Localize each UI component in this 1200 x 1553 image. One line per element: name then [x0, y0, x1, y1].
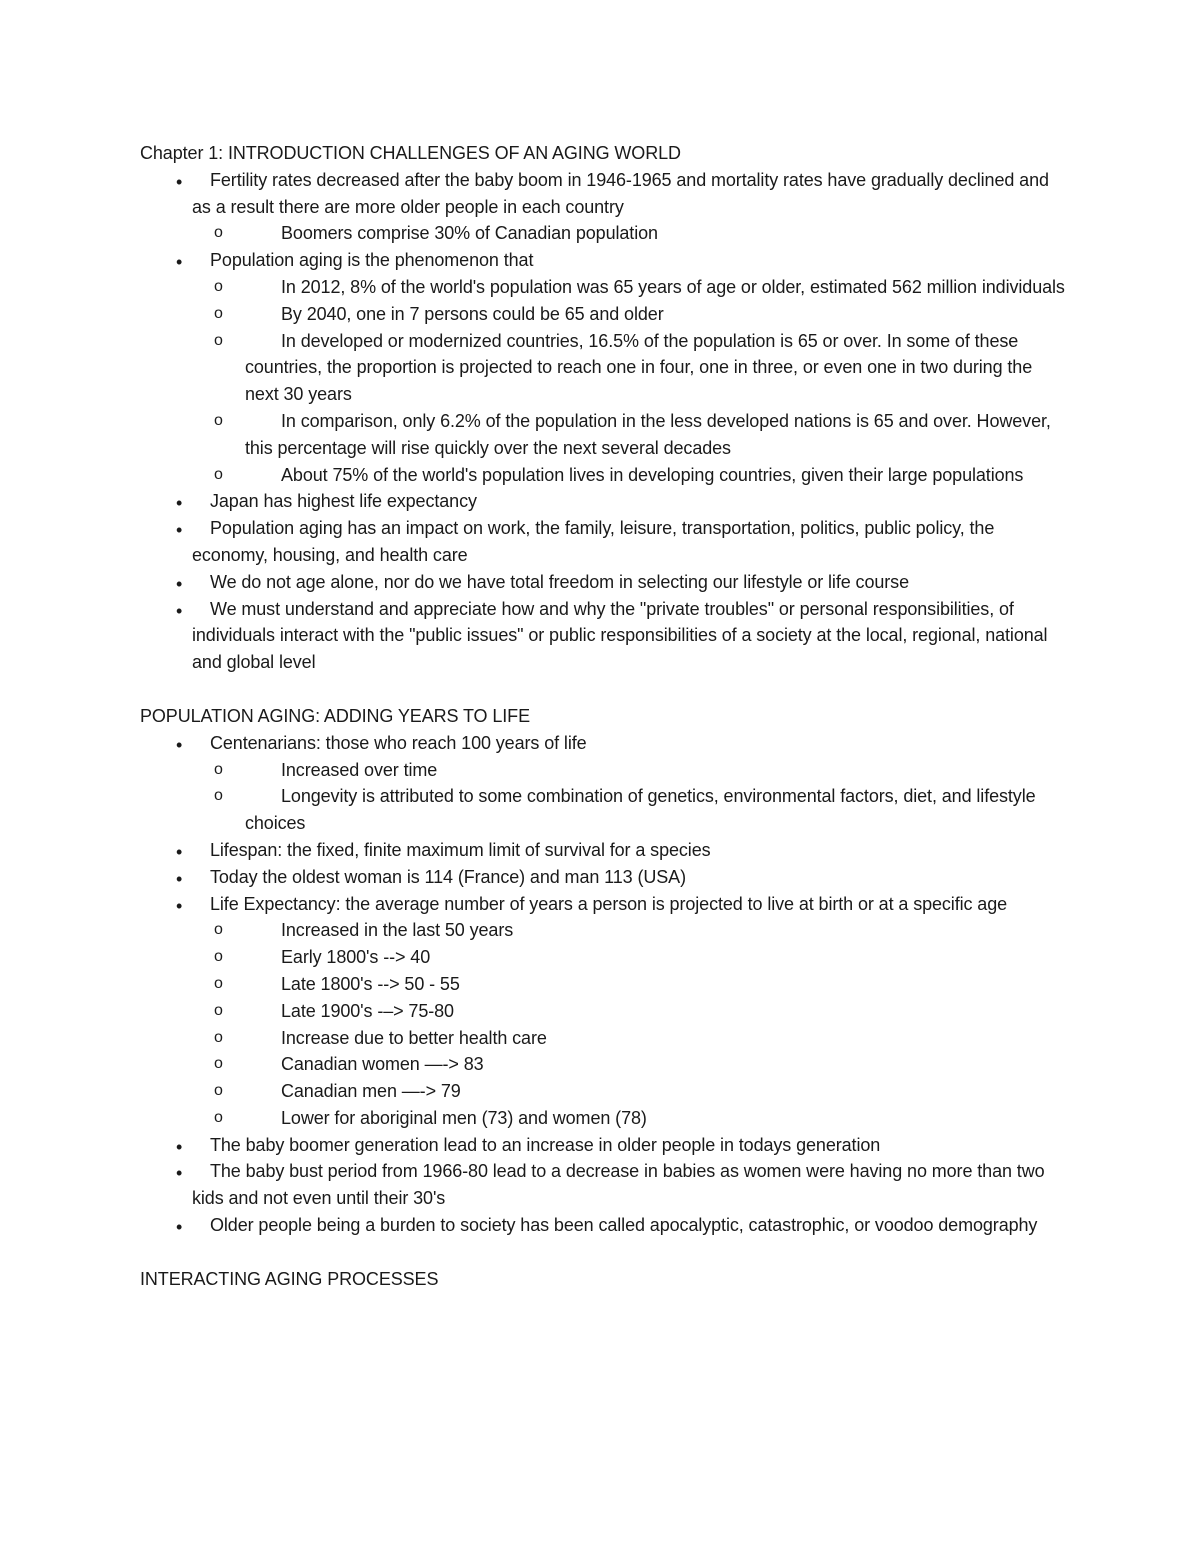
bullet-item	[140, 247, 1070, 274]
document-page	[140, 140, 1070, 1293]
sub-bullet-item	[140, 220, 1070, 247]
bullet-item	[140, 1132, 1070, 1159]
sub-bullet-icon: o	[214, 224, 223, 242]
bullet-icon: •	[176, 841, 183, 862]
bullet-icon: •	[176, 868, 183, 889]
item-text: Today the oldest woman is 114 (France) and man 113 (USA)	[210, 866, 686, 887]
sub-bullet-icon: o	[214, 465, 223, 483]
sub-bullet-icon: o	[214, 277, 223, 295]
item-text: Late 1900's -–> 75-80	[281, 1000, 454, 1021]
item-text: Increased over time	[281, 759, 438, 780]
item-text: Older people being a burden to society has been called apocalyptic, catastrophic, or voodoo demography	[210, 1215, 1038, 1236]
bullet-item	[140, 488, 1070, 515]
item-text: By 2040, one in 7 persons could be 65 and older	[281, 303, 664, 324]
section-heading: Chapter 1: INTRODUCTION CHALLENGES OF AN AGING WORLD	[140, 143, 681, 163]
sub-bullet-icon: o	[214, 974, 223, 992]
sub-bullet-item	[140, 408, 1070, 462]
bullet-item	[140, 891, 1070, 918]
bullet-icon: •	[176, 1136, 183, 1157]
sub-bullet-item	[140, 1025, 1070, 1052]
item-text: Population aging is the phenomenon that	[210, 250, 534, 271]
sub-bullet-item	[140, 783, 1070, 837]
sub-bullet-icon: o	[214, 1082, 223, 1100]
bullet-icon: •	[176, 734, 183, 755]
sub-bullet-item	[140, 274, 1070, 301]
bullet-item	[140, 515, 1070, 569]
item-text: Lifespan: the fixed, finite maximum limit of survival for a species	[210, 839, 711, 860]
item-text: Longevity is attributed to some combination of genetics, environmental factors, diet, and lifestyle choices	[245, 786, 1036, 834]
section-gap	[140, 1239, 1070, 1266]
sub-bullet-item	[140, 757, 1070, 784]
sub-bullet-icon: o	[214, 1108, 223, 1126]
sub-bullet-item	[140, 998, 1070, 1025]
item-text: The baby bust period from 1966-80 lead to a decrease in babies as women were having no more than two kids and not even until their 30's	[192, 1161, 1045, 1209]
item-text: Early 1800's --> 40	[281, 947, 431, 968]
bullet-icon: •	[176, 520, 183, 541]
sub-bullet-icon: o	[214, 760, 223, 778]
sub-bullet-icon: o	[214, 304, 223, 322]
sub-bullet-icon: o	[214, 411, 223, 429]
bullet-item	[140, 569, 1070, 596]
sub-bullet-item	[140, 917, 1070, 944]
bullet-icon: •	[176, 600, 183, 621]
item-text: Japan has highest life expectancy	[210, 491, 477, 512]
sub-bullet-item	[140, 1051, 1070, 1078]
sub-bullet-icon: o	[214, 921, 223, 939]
bullet-icon: •	[176, 895, 183, 916]
item-text: The baby boomer generation lead to an increase in older people in todays generation	[210, 1134, 881, 1155]
item-text: Canadian women —-> 83	[281, 1054, 484, 1075]
item-text: We do not age alone, nor do we have total freedom in selecting our lifestyle or life course	[210, 571, 909, 592]
item-text: Increased in the last 50 years	[281, 920, 514, 941]
item-text: Fertility rates decreased after the baby boom in 1946-1965 and mortality rates have gradually declined and as a result there are more older people in each country	[192, 169, 1049, 217]
sub-bullet-item	[140, 971, 1070, 998]
sub-bullet-icon: o	[214, 1028, 223, 1046]
section-heading: POPULATION AGING: ADDING YEARS TO LIFE	[140, 705, 530, 726]
bullet-icon: •	[176, 1163, 183, 1184]
item-text: Population aging has an impact on work, the family, leisure, transportation, politics, public policy, the economy, housing, and health care	[192, 518, 995, 565]
bullet-item	[140, 864, 1070, 891]
bullet-item	[140, 1212, 1070, 1239]
sub-bullet-item	[140, 328, 1070, 408]
bullet-icon: •	[176, 1217, 183, 1238]
bullet-icon: •	[176, 171, 183, 192]
sub-bullet-item	[140, 1105, 1070, 1132]
item-text: Lower for aboriginal men (73) and women (78)	[281, 1107, 647, 1128]
sub-bullet-icon: o	[214, 948, 223, 966]
bullet-item	[140, 596, 1070, 676]
item-text: Late 1800's --> 50 - 55	[281, 973, 460, 994]
item-text: Centenarians: those who reach 100 years of life	[210, 732, 587, 753]
sub-bullet-item	[140, 462, 1070, 489]
sub-bullet-icon: o	[214, 1055, 223, 1073]
bullet-icon: •	[176, 493, 183, 514]
sub-bullet-item	[140, 1078, 1070, 1105]
bullet-icon: •	[176, 573, 183, 594]
item-text: Canadian men —-> 79	[281, 1081, 461, 1102]
item-text: Boomers comprise 30% of Canadian population	[281, 223, 658, 244]
bullet-icon: •	[176, 252, 183, 273]
section-gap	[140, 676, 1070, 703]
bullet-item	[140, 730, 1070, 757]
sub-bullet-icon: o	[214, 1001, 223, 1019]
bullet-item	[140, 837, 1070, 864]
item-text: Increase due to better health care	[281, 1027, 547, 1048]
sub-bullet-icon: o	[214, 787, 223, 805]
sub-bullet-icon: o	[214, 331, 223, 349]
item-text: In 2012, 8% of the world's population was 65 years of age or older, estimated 562 million individuals	[281, 276, 1065, 297]
bullet-item	[140, 167, 1070, 221]
sub-bullet-item	[140, 944, 1070, 971]
item-text: About 75% of the world's population lives in developing countries, given their large populations	[281, 464, 1024, 485]
section-heading: INTERACTING AGING PROCESSES	[140, 1268, 439, 1289]
item-text: Life Expectancy: the average number of years a person is projected to live at birth or at a specific age	[210, 893, 1008, 914]
item-text: In comparison, only 6.2% of the population in the less developed nations is 65 and over. However, this percentage will rise quickly over the next several decades	[245, 410, 1051, 458]
sub-bullet-item	[140, 301, 1070, 328]
item-text: In developed or modernized countries, 16.5% of the population is 65 or over. In some of these countries, the proportion is projected to reach one in four, one in three, or even one in two during the next 30 years	[245, 330, 1033, 405]
bullet-item	[140, 1158, 1070, 1212]
item-text: We must understand and appreciate how and why the "private troubles" or personal responsibilities, of individuals interact with the "public issues" or public responsibilities of a society at the local, regional, national and global level	[192, 598, 1048, 673]
